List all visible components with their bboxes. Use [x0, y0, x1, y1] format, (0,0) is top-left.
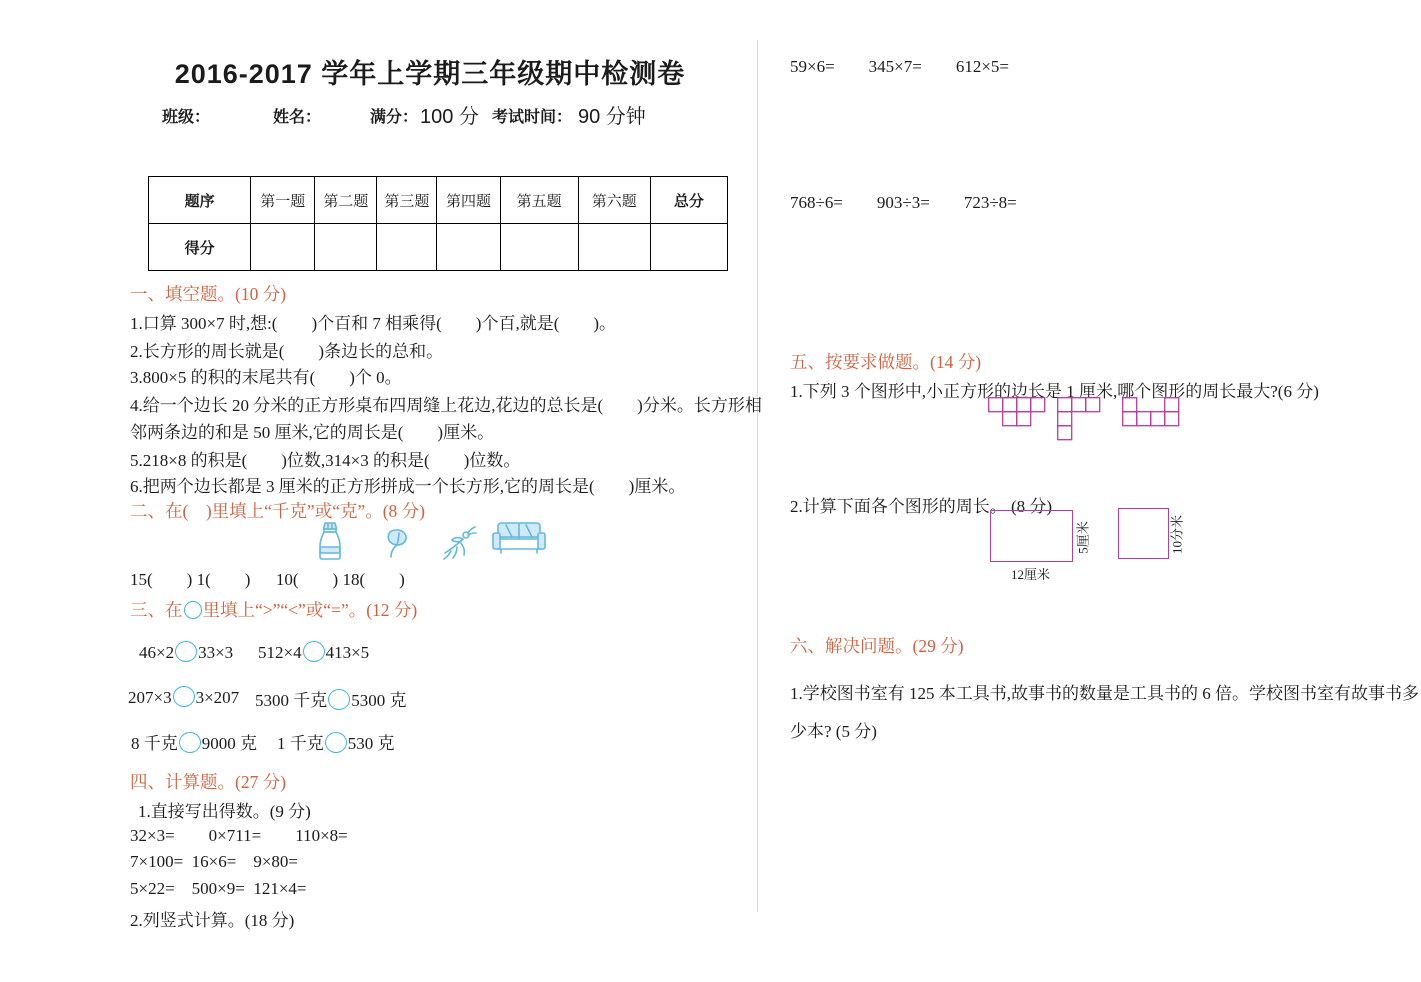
section4-heading: 四、计算题。(27 分) — [130, 772, 287, 792]
score-cell — [437, 224, 500, 271]
score-table-header: 第一题 — [251, 177, 315, 224]
sec1-q2: 2.长方形的周长就是( )条边长的总和。 — [130, 342, 444, 361]
square-side-label: 10分米 — [1169, 515, 1185, 555]
score-cell — [377, 224, 437, 271]
section3-heading-post: 里填上“>”“<”或“=”。(12 分) — [202, 600, 418, 620]
sec1-q6: 6.把两个边长都是 3 厘米的正方形拼成一个长方形,它的周长是( )厘米。 — [130, 477, 686, 496]
score-cell — [500, 224, 578, 271]
cmp-left: 1 千克 — [277, 734, 324, 753]
cmp-left: 5300 千克 — [255, 691, 328, 710]
sec6-q1-line2: 少本? (5 分) — [790, 722, 877, 741]
polyomino-figure-1 — [988, 397, 1047, 428]
rectangle-height-label: 5厘米 — [1075, 521, 1091, 554]
compare-circle-icon — [173, 686, 195, 707]
comparison-item — [139, 641, 233, 663]
sec1-q5: 5.218×8 的积是( )位数,314×3 的积是( )位数。 — [130, 451, 521, 470]
section6-heading: 六、解决问题。(29 分) — [790, 636, 964, 656]
score-table-header: 第三题 — [377, 177, 437, 224]
cmp-left: 512×4 — [258, 643, 302, 662]
leaf-icon — [383, 527, 413, 559]
exam-time-value: 90 分钟 — [578, 106, 646, 128]
sec4-calc-line2: 7×100= 16×6= 9×80= — [130, 852, 299, 871]
section1-heading: 一、填空题。(10 分) — [130, 284, 287, 304]
bottle-icon — [312, 521, 348, 561]
polyomino-figure-3 — [1122, 397, 1181, 428]
cmp-right: 33×3 — [198, 643, 234, 662]
compare-circle-icon — [303, 641, 325, 662]
sec1-q4-line1: 4.给一个边长 20 分米的正方形桌布四周缝上花边,花边的总长是( )分米。长方形相 — [130, 396, 762, 415]
score-table-header: 题序 — [149, 177, 251, 224]
rectangle-width-label: 12厘米 — [1010, 567, 1050, 582]
name-label: 姓名： — [273, 109, 322, 126]
sec5-q1: 1.下列 3 个图形中,小正方形的边长是 1 厘米,哪个图形的周长最大?(6 分) — [790, 382, 1319, 401]
score-row-label: 得分 — [149, 224, 251, 271]
comparison-item — [258, 641, 369, 663]
cmp-left: 8 千克 — [131, 734, 178, 753]
cmp-right: 9000 克 — [201, 734, 257, 753]
mantis-icon — [437, 523, 479, 561]
exam-time-label: 考试时间： — [492, 109, 573, 126]
sec4-sub2: 2.列竖式计算。(18 分) — [130, 911, 295, 930]
score-table-header: 第二题 — [315, 177, 377, 224]
cmp-right: 413×5 — [325, 643, 370, 662]
score-cell — [315, 224, 377, 271]
sec1-q4-line2: 邻两条边的和是 50 厘米,它的周长是( )厘米。 — [130, 423, 495, 442]
sec4-sub1: 1.直接写出得数。(9 分) — [138, 802, 311, 821]
score-table-header: 第四题 — [437, 177, 500, 224]
comparison-item — [128, 686, 239, 708]
section3-heading — [130, 597, 417, 622]
full-score-label: 满分： — [370, 109, 419, 126]
sec2-answer-line: 15( ) 1( ) 10( ) 18( ) — [130, 570, 405, 589]
score-cell — [650, 224, 727, 271]
cmp-left: 207×3 — [128, 688, 172, 707]
full-score-value: 100 分 — [420, 106, 479, 128]
column-divider — [757, 40, 758, 912]
section3-heading-pre: 三、在 — [130, 600, 183, 620]
score-table — [148, 176, 728, 271]
score-table-header: 第六题 — [578, 177, 650, 224]
sec4-calc-line3: 5×22= 500×9= 121×4= — [130, 879, 307, 898]
compare-circle-icon — [184, 601, 202, 619]
sofa-icon — [492, 519, 546, 559]
rectangle-figure — [990, 510, 1073, 562]
sec1-q3: 3.800×5 的积的末尾共有( )个 0。 — [130, 368, 402, 387]
page-title: 2016-2017 学年上学期三年级期中检测卷 — [174, 59, 686, 89]
sec4-calc-line1: 32×3= 0×711= 110×8= — [130, 826, 348, 845]
square-figure — [1118, 508, 1169, 559]
polyomino-figure-2 — [1057, 397, 1102, 442]
compare-circle-icon — [325, 732, 347, 753]
compare-circle-icon — [179, 732, 201, 753]
sec6-q1-line1: 1.学校图书室有 125 本工具书,故事书的数量是工具书的 6 倍。学校图书室有故事书多 — [790, 684, 1419, 703]
comparison-item — [131, 729, 257, 754]
cmp-right: 5300 克 — [351, 691, 407, 710]
cmp-left: 46×2 — [139, 643, 175, 662]
cmp-right: 3×207 — [195, 688, 240, 707]
score-cell — [251, 224, 315, 271]
comparison-item — [255, 686, 407, 711]
sec4-vertical-line1: 59×6= 345×7= 612×5= — [790, 57, 1010, 76]
compare-circle-icon — [175, 641, 197, 662]
section5-heading: 五、按要求做题。(14 分) — [790, 352, 982, 372]
score-table-header: 第五题 — [500, 177, 578, 224]
sec4-vertical-line2: 768÷6= 903÷3= 723÷8= — [790, 193, 1017, 212]
cmp-right: 530 克 — [347, 734, 395, 753]
sec1-q1: 1.口算 300×7 时,想:( )个百和 7 相乘得( )个百,就是( )。 — [130, 314, 617, 333]
score-table-header: 总分 — [650, 177, 727, 224]
sec5-q2: 2.计算下面各个图形的周长。 (8 分) — [790, 497, 1053, 516]
class-label: 班级： — [162, 109, 211, 126]
compare-circle-icon — [328, 689, 350, 710]
section2-heading: 二、在( )里填上“千克”或“克”。(8 分) — [130, 501, 426, 521]
comparison-item — [277, 729, 395, 754]
score-cell — [578, 224, 650, 271]
